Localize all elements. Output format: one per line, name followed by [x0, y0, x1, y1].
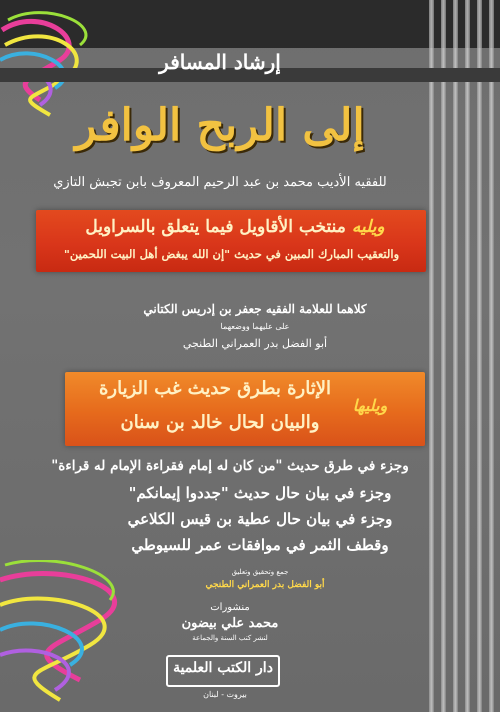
ribbon1-line2: والتعقيب المبارك المبين في حديث "إن الله يبغض أهل البيت اللحمين" [63, 247, 400, 261]
list-item-4: وقطف الثمر في موافقات عمر للسيوطي [131, 536, 389, 554]
ribbon1-line1 [60, 217, 410, 237]
publisher-house: دار الكتب العلمية [173, 660, 273, 676]
publisher-city: بيروت - لبنان [203, 690, 247, 699]
vertical-stripes [420, 0, 500, 712]
ribbon2-line2: والبيان لحال خالد بن سنان [120, 412, 320, 433]
edited-by-label-2: جمع وتحقيق وتعليق [231, 568, 289, 576]
title-top: إرشاد المسافر [159, 50, 281, 74]
author-line: للفقيه الأديب محمد بن عبد الرحيم المعروف بابن تجبش التازي [53, 175, 387, 190]
publisher-label: منشورات [210, 602, 250, 613]
list-item-3: وجزء في بيان حال عطية بن قيس الكلاعي [127, 510, 393, 528]
editor-2: أبو الفضل بدر العمراني الطنجي [205, 580, 325, 590]
ribbon2-line1: الإثارة بطرق حديث غب الزيارة [98, 378, 331, 399]
ribbon1-prefix: ويليه [351, 217, 385, 237]
editor-1: أبو الفضل بدر العمراني الطنجي [182, 337, 328, 350]
list-item-2: وجزء في بيان حال حديث "جددوا إيمانكم" [128, 484, 392, 502]
ribbon1-title: منتخب الأقاويل فيما يتعلق بالسراويل [85, 217, 346, 237]
ribbon2-prefix: ويليها [352, 396, 388, 415]
decorative-swirl-bottom [0, 560, 160, 712]
title-main: إلى الربح الوافر [75, 100, 365, 151]
list-item-1: وجزء في طرق حديث "من كان له إمام فقراءة الإمام له قراءة" [51, 458, 409, 474]
kittani-line: كلاهما للعلامة الفقيه جعفر بن إدريس الكتاني [143, 302, 367, 316]
edited-by-label-1: على عليهما ووضعهما [220, 322, 290, 331]
publisher-sub: لنشر كتب السنة والجماعة [192, 634, 268, 642]
publisher-name: محمد علي بيضون [181, 616, 279, 631]
